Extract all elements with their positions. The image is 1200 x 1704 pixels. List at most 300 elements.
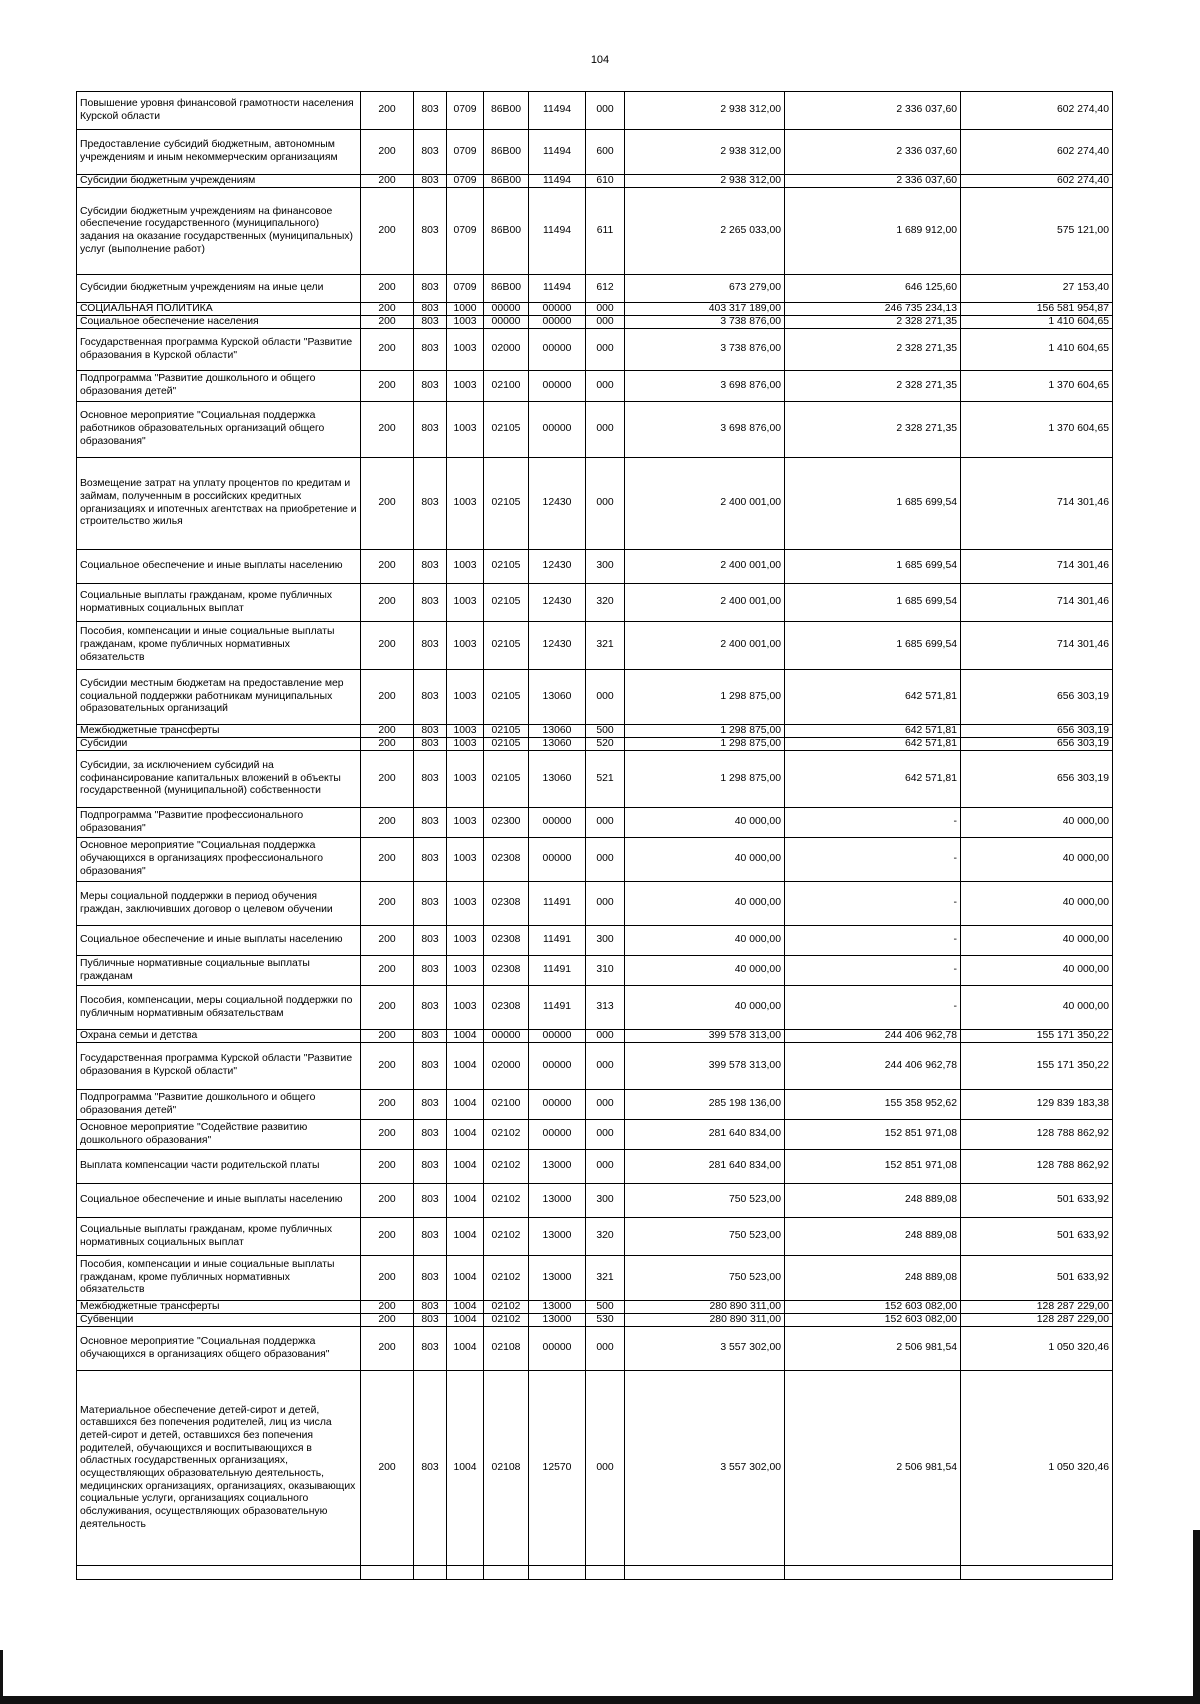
code-section-cell: 0709	[447, 275, 484, 303]
code-admin-cell: 200	[361, 188, 414, 275]
amount-remaining-cell: 128 788 862,92	[961, 1150, 1113, 1184]
amount-executed-cell: 646 125,60	[785, 275, 961, 303]
code-expense-type-cell: 300	[586, 926, 625, 956]
code-direction-cell: 11491	[529, 926, 586, 956]
amount-remaining-cell: 40 000,00	[961, 986, 1113, 1030]
code-direction-cell: 13000	[529, 1218, 586, 1256]
code-ministry-cell: 803	[414, 926, 447, 956]
table-row	[77, 1327, 1113, 1371]
code-expense-type-cell: 000	[586, 808, 625, 838]
amount-planned-cell: 1 298 875,00	[625, 751, 785, 808]
amount-planned-cell: 285 198 136,00	[625, 1090, 785, 1120]
code-ministry-cell: 803	[414, 92, 447, 130]
amount-planned-cell: 281 640 834,00	[625, 1120, 785, 1150]
code-ministry-cell: 803	[414, 838, 447, 882]
code-program-cell: 02102	[484, 1150, 529, 1184]
code-section-cell: 1000	[447, 303, 484, 316]
code-direction-cell: 00000	[529, 402, 586, 458]
code-section-cell: 1003	[447, 751, 484, 808]
row-name-cell: Материальное обеспечение детей-сирот и детей, оставшихся без попечения родителей, лиц из числа детей-сирот и детей, оставшихся без попечения родителей, обучающихся и воспитывающихся в областных государственных организациях, осуществляющих образовательную деятельность, медицинских организациях, организациях, оказывающих социальные услуги, организациях социального обслуживания, осуществляющих образовательную деятельность	[77, 1371, 361, 1566]
code-expense-type-cell: 000	[586, 316, 625, 329]
code-ministry-cell: 803	[414, 371, 447, 402]
code-expense-type-cell: 612	[586, 275, 625, 303]
amount-executed-cell: 2 336 037,60	[785, 92, 961, 130]
amount-planned-cell: 40 000,00	[625, 882, 785, 926]
code-program-cell: 02105	[484, 402, 529, 458]
code-ministry-cell: 803	[414, 1043, 447, 1090]
amount-planned-cell: 280 890 311,00	[625, 1314, 785, 1327]
amount-executed-cell: 1 685 699,54	[785, 622, 961, 670]
code-expense-type-cell: 000	[586, 1327, 625, 1371]
amount-planned-cell: 750 523,00	[625, 1184, 785, 1218]
row-name-cell: Субсидии местным бюджетам на предоставление мер социальной поддержки работникам муниципальных образовательных организаций	[77, 670, 361, 725]
row-name-cell: Подпрограмма "Развитие профессионального образования"	[77, 808, 361, 838]
code-admin-cell: 200	[361, 1314, 414, 1327]
amount-executed-cell: 2 328 271,35	[785, 329, 961, 371]
amount-executed-cell: 2 506 981,54	[785, 1327, 961, 1371]
row-name-cell	[77, 1566, 361, 1580]
table-row	[77, 1371, 1113, 1566]
code-direction-cell: 00000	[529, 1043, 586, 1090]
code-program-cell: 86В00	[484, 92, 529, 130]
amount-remaining-cell: 714 301,46	[961, 584, 1113, 622]
amount-executed-cell: 244 406 962,78	[785, 1030, 961, 1043]
code-direction-cell: 00000	[529, 1120, 586, 1150]
code-expense-type-cell: 000	[586, 303, 625, 316]
code-admin-cell: 200	[361, 402, 414, 458]
amount-remaining-cell: 656 303,19	[961, 670, 1113, 725]
amount-executed-cell: 642 571,81	[785, 725, 961, 738]
code-expense-type-cell: 000	[586, 1030, 625, 1043]
row-name-cell: Пособия, компенсации и иные социальные выплаты гражданам, кроме публичных нормативных обязательств	[77, 1256, 361, 1301]
code-direction-cell: 00000	[529, 1030, 586, 1043]
code-direction-cell: 11494	[529, 188, 586, 275]
code-expense-type-cell: 313	[586, 986, 625, 1030]
amount-executed-cell: -	[785, 956, 961, 986]
code-section-cell: 1003	[447, 670, 484, 725]
amount-executed-cell: -	[785, 882, 961, 926]
amount-remaining-cell: 40 000,00	[961, 956, 1113, 986]
code-direction-cell: 11491	[529, 956, 586, 986]
code-program-cell: 02102	[484, 1314, 529, 1327]
code-program-cell: 02300	[484, 808, 529, 838]
code-ministry-cell: 803	[414, 956, 447, 986]
code-ministry-cell: 803	[414, 1256, 447, 1301]
amount-planned-cell: 2 938 312,00	[625, 130, 785, 175]
row-name-cell: Субсидии бюджетным учреждениям на иные цели	[77, 275, 361, 303]
amount-planned-cell: 399 578 313,00	[625, 1030, 785, 1043]
code-program-cell: 02308	[484, 956, 529, 986]
table-row	[77, 838, 1113, 882]
row-name-cell: Социальные выплаты гражданам, кроме публичных нормативных социальных выплат	[77, 1218, 361, 1256]
code-direction-cell: 11491	[529, 986, 586, 1030]
amount-executed-cell: -	[785, 926, 961, 956]
code-expense-type-cell: 321	[586, 1256, 625, 1301]
amount-executed-cell: 244 406 962,78	[785, 1043, 961, 1090]
code-section-cell	[447, 1566, 484, 1580]
code-ministry-cell: 803	[414, 329, 447, 371]
code-ministry-cell: 803	[414, 316, 447, 329]
amount-executed-cell: 1 685 699,54	[785, 458, 961, 550]
code-section-cell: 1003	[447, 738, 484, 751]
amount-planned-cell: 1 298 875,00	[625, 738, 785, 751]
row-name-cell: Публичные нормативные социальные выплаты гражданам	[77, 956, 361, 986]
amount-remaining-cell: 714 301,46	[961, 622, 1113, 670]
code-admin-cell: 200	[361, 882, 414, 926]
code-section-cell: 1003	[447, 882, 484, 926]
code-admin-cell: 200	[361, 329, 414, 371]
code-expense-type-cell: 000	[586, 329, 625, 371]
amount-remaining-cell: 656 303,19	[961, 725, 1113, 738]
amount-executed-cell: 152 851 971,08	[785, 1120, 961, 1150]
code-admin-cell: 200	[361, 92, 414, 130]
amount-remaining-cell: 656 303,19	[961, 751, 1113, 808]
table-row	[77, 1256, 1113, 1301]
code-admin-cell	[361, 1566, 414, 1580]
code-section-cell: 1004	[447, 1256, 484, 1301]
budget-table	[76, 91, 1113, 1580]
amount-planned-cell: 2 400 001,00	[625, 622, 785, 670]
amount-remaining-cell: 1 370 604,65	[961, 402, 1113, 458]
code-section-cell: 0709	[447, 175, 484, 188]
code-admin-cell: 200	[361, 986, 414, 1030]
amount-planned-cell: 750 523,00	[625, 1218, 785, 1256]
code-section-cell: 1004	[447, 1327, 484, 1371]
code-direction-cell: 13000	[529, 1314, 586, 1327]
code-section-cell: 1003	[447, 838, 484, 882]
amount-executed-cell: 152 603 082,00	[785, 1301, 961, 1314]
code-section-cell: 1004	[447, 1301, 484, 1314]
table-row	[77, 1566, 1113, 1580]
code-admin-cell: 200	[361, 1371, 414, 1566]
code-admin-cell: 200	[361, 550, 414, 584]
code-expense-type-cell: 500	[586, 725, 625, 738]
code-admin-cell: 200	[361, 458, 414, 550]
code-direction-cell: 13000	[529, 1301, 586, 1314]
code-ministry-cell: 803	[414, 584, 447, 622]
amount-remaining-cell: 1 050 320,46	[961, 1371, 1113, 1566]
row-name-cell: Субсидии, за исключением субсидий на софинансирование капитальных вложений в объекты государственной (муниципальной) собственности	[77, 751, 361, 808]
row-name-cell: Охрана семьи и детства	[77, 1030, 361, 1043]
amount-remaining-cell: 501 633,92	[961, 1218, 1113, 1256]
amount-executed-cell: 2 328 271,35	[785, 316, 961, 329]
code-expense-type-cell: 000	[586, 882, 625, 926]
row-name-cell: Предоставление субсидий бюджетным, автономным учреждениям и иным некоммерческим организациям	[77, 130, 361, 175]
code-ministry-cell: 803	[414, 808, 447, 838]
scan-border-left	[0, 1650, 3, 1704]
amount-remaining-cell: 602 274,40	[961, 92, 1113, 130]
code-program-cell: 02102	[484, 1256, 529, 1301]
amount-remaining-cell: 575 121,00	[961, 188, 1113, 275]
row-name-cell: Государственная программа Курской области "Развитие образования в Курской области"	[77, 329, 361, 371]
code-section-cell: 1004	[447, 1184, 484, 1218]
code-program-cell: 02100	[484, 371, 529, 402]
amount-planned-cell: 40 000,00	[625, 986, 785, 1030]
row-name-cell: Социальные выплаты гражданам, кроме публичных нормативных социальных выплат	[77, 584, 361, 622]
code-program-cell: 02108	[484, 1371, 529, 1566]
row-name-cell: Субсидии бюджетным учреждениям на финансовое обеспечение государственного (муниципального) задания на оказание государственных (муниципальных) услуг (выполнение работ)	[77, 188, 361, 275]
amount-remaining-cell: 155 171 350,22	[961, 1030, 1113, 1043]
code-section-cell: 1003	[447, 329, 484, 371]
code-program-cell: 02105	[484, 622, 529, 670]
code-admin-cell: 200	[361, 1301, 414, 1314]
row-name-cell: СОЦИАЛЬНАЯ ПОЛИТИКА	[77, 303, 361, 316]
code-admin-cell: 200	[361, 316, 414, 329]
table-row	[77, 175, 1113, 188]
amount-remaining-cell: 602 274,40	[961, 175, 1113, 188]
amount-planned-cell: 2 400 001,00	[625, 550, 785, 584]
code-admin-cell: 200	[361, 808, 414, 838]
code-ministry-cell: 803	[414, 303, 447, 316]
code-admin-cell: 200	[361, 1327, 414, 1371]
code-section-cell: 0709	[447, 92, 484, 130]
table-row	[77, 458, 1113, 550]
table-row	[77, 926, 1113, 956]
code-program-cell: 02105	[484, 670, 529, 725]
code-section-cell: 1003	[447, 808, 484, 838]
code-admin-cell: 200	[361, 303, 414, 316]
code-admin-cell: 200	[361, 1184, 414, 1218]
code-program-cell: 00000	[484, 1030, 529, 1043]
code-direction-cell: 12430	[529, 550, 586, 584]
code-program-cell: 02105	[484, 725, 529, 738]
code-section-cell: 1004	[447, 1371, 484, 1566]
table-row	[77, 808, 1113, 838]
amount-remaining-cell: 128 287 229,00	[961, 1301, 1113, 1314]
code-direction-cell: 13060	[529, 738, 586, 751]
row-name-cell: Подпрограмма "Развитие дошкольного и общего образования детей"	[77, 371, 361, 402]
code-expense-type-cell: 321	[586, 622, 625, 670]
amount-executed-cell	[785, 1566, 961, 1580]
code-section-cell: 1003	[447, 550, 484, 584]
code-section-cell: 1004	[447, 1218, 484, 1256]
row-name-cell: Социальное обеспечение и иные выплаты населению	[77, 926, 361, 956]
row-name-cell: Возмещение затрат на уплату процентов по кредитам и займам, полученным в российских кредитных организациях и ипотечных агентствах на приобретение и строительство жилья	[77, 458, 361, 550]
row-name-cell: Субсидии бюджетным учреждениям	[77, 175, 361, 188]
code-program-cell: 02105	[484, 738, 529, 751]
amount-remaining-cell: 155 171 350,22	[961, 1043, 1113, 1090]
amount-executed-cell: 152 603 082,00	[785, 1314, 961, 1327]
amount-planned-cell	[625, 1566, 785, 1580]
code-direction-cell: 13060	[529, 725, 586, 738]
code-direction-cell: 11494	[529, 130, 586, 175]
code-program-cell: 02308	[484, 882, 529, 926]
amount-remaining-cell: 40 000,00	[961, 882, 1113, 926]
table-row	[77, 1043, 1113, 1090]
amount-remaining-cell: 128 287 229,00	[961, 1314, 1113, 1327]
amount-planned-cell: 2 400 001,00	[625, 584, 785, 622]
amount-executed-cell: 1 685 699,54	[785, 584, 961, 622]
amount-planned-cell: 3 557 302,00	[625, 1371, 785, 1566]
code-section-cell: 1003	[447, 956, 484, 986]
row-name-cell: Выплата компенсации части родительской платы	[77, 1150, 361, 1184]
amount-remaining-cell: 27 153,40	[961, 275, 1113, 303]
code-program-cell: 02102	[484, 1184, 529, 1218]
code-admin-cell: 200	[361, 926, 414, 956]
amount-remaining-cell: 129 839 183,38	[961, 1090, 1113, 1120]
code-expense-type-cell: 320	[586, 584, 625, 622]
code-program-cell	[484, 1566, 529, 1580]
amount-planned-cell: 673 279,00	[625, 275, 785, 303]
amount-planned-cell: 403 317 189,00	[625, 303, 785, 316]
table-row	[77, 550, 1113, 584]
amount-planned-cell: 2 938 312,00	[625, 92, 785, 130]
amount-planned-cell: 3 738 876,00	[625, 329, 785, 371]
row-name-cell: Повышение уровня финансовой грамотности населения Курской области	[77, 92, 361, 130]
amount-remaining-cell: 40 000,00	[961, 838, 1113, 882]
code-expense-type-cell: 310	[586, 956, 625, 986]
code-program-cell: 02100	[484, 1090, 529, 1120]
code-admin-cell: 200	[361, 1218, 414, 1256]
row-name-cell: Социальное обеспечение и иные выплаты населению	[77, 550, 361, 584]
code-ministry-cell: 803	[414, 1030, 447, 1043]
code-admin-cell: 200	[361, 584, 414, 622]
code-expense-type-cell: 600	[586, 130, 625, 175]
amount-remaining-cell: 501 633,92	[961, 1256, 1113, 1301]
code-direction-cell: 00000	[529, 808, 586, 838]
code-section-cell: 1003	[447, 926, 484, 956]
table-body	[77, 92, 1113, 1580]
code-direction-cell: 12570	[529, 1371, 586, 1566]
amount-planned-cell: 3 698 876,00	[625, 371, 785, 402]
code-direction-cell: 12430	[529, 584, 586, 622]
code-program-cell: 02108	[484, 1327, 529, 1371]
code-section-cell: 0709	[447, 130, 484, 175]
row-name-cell: Социальное обеспечение населения	[77, 316, 361, 329]
code-direction-cell: 11491	[529, 882, 586, 926]
code-expense-type-cell: 300	[586, 1184, 625, 1218]
code-direction-cell: 00000	[529, 371, 586, 402]
code-ministry-cell: 803	[414, 550, 447, 584]
amount-planned-cell: 1 298 875,00	[625, 725, 785, 738]
amount-executed-cell: -	[785, 986, 961, 1030]
code-direction-cell: 11494	[529, 175, 586, 188]
row-name-cell: Субсидии	[77, 738, 361, 751]
row-name-cell: Государственная программа Курской области "Развитие образования в Курской области"	[77, 1043, 361, 1090]
amount-planned-cell: 2 265 033,00	[625, 188, 785, 275]
amount-executed-cell: 155 358 952,62	[785, 1090, 961, 1120]
amount-remaining-cell: 1 370 604,65	[961, 371, 1113, 402]
table-row	[77, 303, 1113, 316]
amount-remaining-cell: 602 274,40	[961, 130, 1113, 175]
code-direction-cell: 12430	[529, 622, 586, 670]
code-expense-type-cell: 000	[586, 838, 625, 882]
amount-planned-cell: 2 400 001,00	[625, 458, 785, 550]
amount-executed-cell: 248 889,08	[785, 1184, 961, 1218]
code-direction-cell: 13000	[529, 1184, 586, 1218]
amount-executed-cell: 248 889,08	[785, 1256, 961, 1301]
code-ministry-cell: 803	[414, 1301, 447, 1314]
table-row	[77, 1218, 1113, 1256]
code-admin-cell: 200	[361, 956, 414, 986]
code-ministry-cell: 803	[414, 1218, 447, 1256]
code-admin-cell: 200	[361, 725, 414, 738]
code-expense-type-cell: 521	[586, 751, 625, 808]
code-admin-cell: 200	[361, 751, 414, 808]
amount-planned-cell: 3 557 302,00	[625, 1327, 785, 1371]
table-row	[77, 188, 1113, 275]
code-expense-type-cell: 500	[586, 1301, 625, 1314]
code-section-cell: 1004	[447, 1150, 484, 1184]
table-row	[77, 1314, 1113, 1327]
amount-executed-cell: 2 328 271,35	[785, 402, 961, 458]
code-ministry-cell: 803	[414, 1090, 447, 1120]
code-expense-type-cell: 611	[586, 188, 625, 275]
row-name-cell: Основное мероприятие "Социальная поддержка обучающихся в организациях общего образования"	[77, 1327, 361, 1371]
amount-planned-cell: 1 298 875,00	[625, 670, 785, 725]
code-program-cell: 02105	[484, 458, 529, 550]
code-ministry-cell: 803	[414, 882, 447, 926]
amount-remaining-cell: 714 301,46	[961, 458, 1113, 550]
amount-remaining-cell: 40 000,00	[961, 926, 1113, 956]
row-name-cell: Основное мероприятие "Социальная поддержка работников образовательных организаций общего образования"	[77, 402, 361, 458]
amount-planned-cell: 40 000,00	[625, 926, 785, 956]
code-section-cell: 1003	[447, 622, 484, 670]
amount-remaining-cell: 1 410 604,65	[961, 316, 1113, 329]
code-admin-cell: 200	[361, 838, 414, 882]
code-program-cell: 02102	[484, 1301, 529, 1314]
code-program-cell: 02308	[484, 838, 529, 882]
amount-remaining-cell: 501 633,92	[961, 1184, 1113, 1218]
code-expense-type-cell: 530	[586, 1314, 625, 1327]
amount-executed-cell: 2 506 981,54	[785, 1371, 961, 1566]
code-section-cell: 1004	[447, 1120, 484, 1150]
code-program-cell: 02102	[484, 1218, 529, 1256]
code-admin-cell: 200	[361, 1256, 414, 1301]
code-expense-type-cell: 000	[586, 1120, 625, 1150]
code-program-cell: 02000	[484, 329, 529, 371]
code-section-cell: 1004	[447, 1090, 484, 1120]
code-section-cell: 1003	[447, 584, 484, 622]
row-name-cell: Основное мероприятие "Содействие развитию дошкольного образования"	[77, 1120, 361, 1150]
code-ministry-cell: 803	[414, 725, 447, 738]
code-expense-type-cell: 000	[586, 1043, 625, 1090]
code-direction-cell: 13060	[529, 670, 586, 725]
code-direction-cell: 00000	[529, 838, 586, 882]
code-ministry-cell: 803	[414, 738, 447, 751]
code-ministry-cell: 803	[414, 751, 447, 808]
row-name-cell: Пособия, компенсации и иные социальные выплаты гражданам, кроме публичных нормативных обязательств	[77, 622, 361, 670]
code-expense-type-cell: 300	[586, 550, 625, 584]
code-ministry-cell: 803	[414, 670, 447, 725]
amount-planned-cell: 40 000,00	[625, 838, 785, 882]
code-section-cell: 1004	[447, 1030, 484, 1043]
code-ministry-cell: 803	[414, 1371, 447, 1566]
code-admin-cell: 200	[361, 1090, 414, 1120]
code-admin-cell: 200	[361, 1150, 414, 1184]
code-program-cell: 02000	[484, 1043, 529, 1090]
table-row	[77, 371, 1113, 402]
row-name-cell: Подпрограмма "Развитие дошкольного и общего образования детей"	[77, 1090, 361, 1120]
row-name-cell: Основное мероприятие "Социальная поддержка обучающихся в организациях профессионального образования"	[77, 838, 361, 882]
code-section-cell: 1003	[447, 316, 484, 329]
code-direction-cell: 13000	[529, 1150, 586, 1184]
code-ministry-cell: 803	[414, 1150, 447, 1184]
table-row	[77, 1120, 1113, 1150]
table-row	[77, 738, 1113, 751]
code-program-cell: 00000	[484, 303, 529, 316]
amount-planned-cell: 399 578 313,00	[625, 1043, 785, 1090]
amount-planned-cell: 280 890 311,00	[625, 1301, 785, 1314]
code-program-cell: 02105	[484, 550, 529, 584]
code-expense-type-cell: 000	[586, 458, 625, 550]
code-admin-cell: 200	[361, 371, 414, 402]
table-row	[77, 956, 1113, 986]
code-section-cell: 1003	[447, 725, 484, 738]
table-row	[77, 92, 1113, 130]
code-program-cell: 02105	[484, 751, 529, 808]
table-row	[77, 130, 1113, 175]
